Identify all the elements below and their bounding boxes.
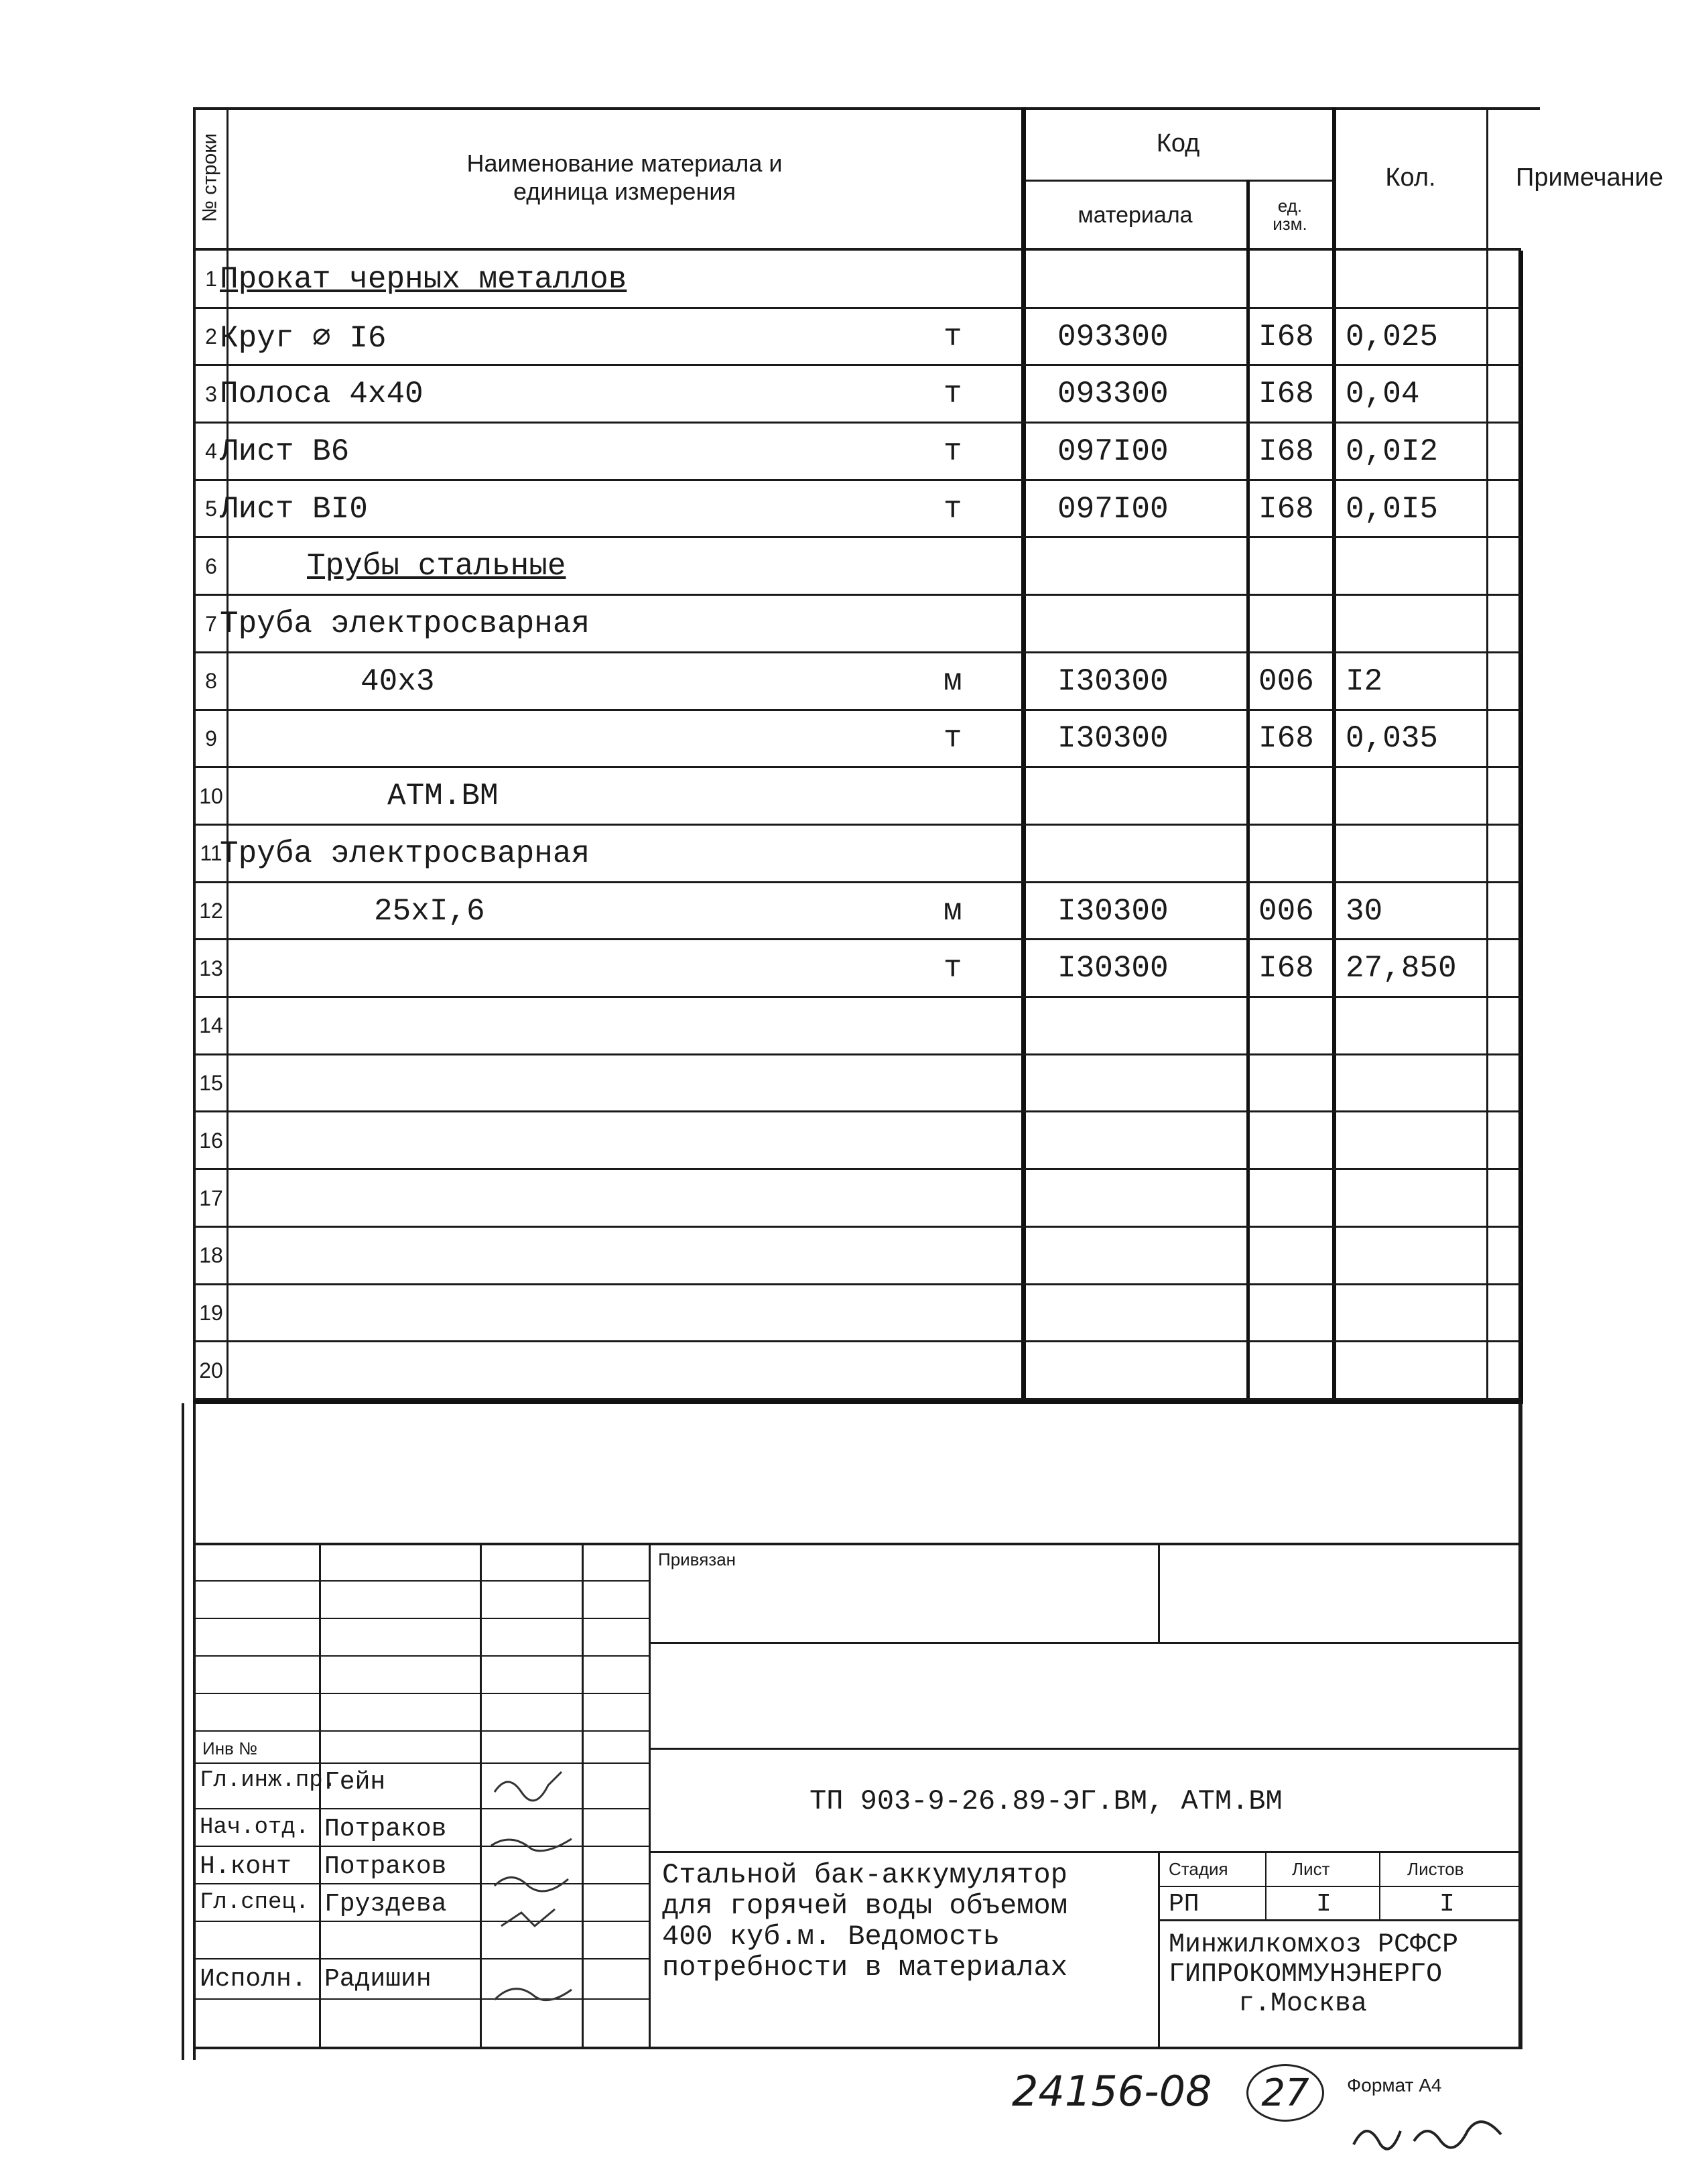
quantity: 0,04	[1346, 377, 1420, 412]
material-name	[220, 1227, 890, 1285]
material-name: Лист В6	[220, 434, 350, 469]
unit-code: I68	[1258, 377, 1314, 412]
stage-header-line	[1158, 1886, 1520, 1887]
table-row	[193, 1112, 1521, 1170]
stamp-row-line	[193, 1655, 649, 1657]
quantity	[1346, 997, 1486, 1055]
title-block	[193, 1403, 1523, 2060]
table-row	[193, 1227, 1521, 1285]
n-kont-label: Н.конт	[200, 1852, 291, 1881]
unit: м	[944, 893, 962, 929]
table-row	[193, 710, 1521, 768]
unit: т	[944, 721, 962, 757]
nach-otd-name: Потраков	[324, 1815, 447, 1844]
material-code	[1057, 825, 1245, 883]
table-row	[193, 480, 1521, 538]
sheets-label: Листов	[1407, 1859, 1464, 1879]
quantity	[1346, 595, 1486, 653]
table-row	[193, 767, 1521, 825]
table-row	[193, 365, 1521, 423]
row-number: 10	[199, 783, 223, 808]
unit: т	[944, 951, 962, 986]
material-name	[220, 940, 890, 997]
gl-spec-label: Гл.спец.	[200, 1890, 310, 1915]
document-code: ТП 903-9-26.89-ЭГ.ВМ, АТМ.ВМ	[809, 1785, 1283, 1817]
sheet-label: Лист	[1292, 1859, 1330, 1879]
title-line-4: потребности в материалах	[662, 1951, 1067, 1984]
unit	[944, 1285, 1011, 1342]
unit	[944, 997, 1011, 1055]
quantity: 0,035	[1346, 721, 1439, 757]
material-name	[220, 1055, 890, 1112]
signature-marks	[488, 1752, 582, 2006]
material-code: I30300	[1057, 893, 1169, 929]
title-org-divider	[1158, 1851, 1160, 2047]
material-name: Полоса 4х40	[220, 377, 424, 412]
row-number: 4	[205, 439, 217, 464]
material-code	[1057, 1342, 1245, 1399]
unit-code	[1258, 1169, 1332, 1227]
unit	[944, 1227, 1011, 1285]
ispoln-name: Радишин	[324, 1965, 432, 1994]
unit-code: I68	[1258, 951, 1314, 986]
quantity: 0,0I2	[1346, 434, 1439, 469]
table-row	[193, 1169, 1521, 1227]
material-code: 097I00	[1057, 491, 1169, 527]
unit-code: 006	[1258, 893, 1314, 929]
table-top-line	[193, 107, 1540, 110]
page-number: 27	[1261, 2071, 1309, 2115]
row-number: 3	[205, 381, 217, 406]
header-note: Примечание	[1516, 163, 1663, 192]
privyazan-label: Привязан	[658, 1549, 736, 1569]
header-name-line1: Наименование материала и	[466, 149, 783, 177]
row-number: 17	[199, 1185, 223, 1210]
gl-inzh-label: Гл.инж.пр.	[200, 1768, 337, 1793]
row-line	[193, 1398, 1521, 1400]
material-code: 097I00	[1057, 434, 1169, 469]
privyazan-divider	[1158, 1543, 1160, 1642]
unit-code	[1258, 1285, 1332, 1342]
quantity	[1346, 1342, 1486, 1399]
material-name: Круг ∅ I6	[220, 321, 387, 357]
material-code	[1057, 1227, 1245, 1285]
material-code	[1057, 1285, 1245, 1342]
unit-code	[1258, 1055, 1332, 1112]
row-number: 20	[199, 1358, 223, 1383]
row-number: 9	[205, 726, 217, 751]
header-row-no: № строки	[198, 133, 221, 222]
table-row	[193, 1285, 1521, 1342]
material-name: АТМ.ВМ	[387, 779, 499, 814]
doc-code-bottom-line	[649, 1851, 1520, 1853]
header-code: Код	[1156, 129, 1200, 157]
ispoln-label: Исполн.	[200, 1965, 307, 1994]
unit	[944, 595, 1011, 653]
row-number: 8	[205, 669, 217, 694]
material-code	[1057, 997, 1245, 1055]
row-number: 2	[205, 324, 217, 349]
table-row	[193, 883, 1521, 940]
quantity	[1346, 825, 1486, 883]
material-code: I30300	[1057, 663, 1169, 699]
unit-code	[1258, 1342, 1332, 1399]
unit	[944, 825, 1011, 883]
material-name	[220, 997, 890, 1055]
row-number: 1	[205, 267, 217, 292]
quantity	[1346, 1285, 1486, 1342]
gl-inzh-name: Гейн	[324, 1768, 386, 1797]
table-row	[193, 538, 1521, 596]
material-code	[1057, 251, 1245, 308]
row-number: 14	[199, 1013, 223, 1038]
unit-code	[1258, 1112, 1332, 1170]
material-code: 093300	[1057, 377, 1169, 412]
header-code-unit: ед. изм.	[1273, 195, 1307, 234]
row-number: 15	[199, 1071, 223, 1096]
unit: т	[944, 434, 962, 469]
row-number: 7	[205, 611, 217, 636]
material-name	[220, 1169, 890, 1227]
table-row	[193, 940, 1521, 997]
binding-margin-line	[182, 1403, 184, 2060]
material-name: Труба электросварная	[220, 606, 590, 642]
unit	[944, 767, 1011, 825]
unit	[944, 1112, 1011, 1170]
material-name: Лист BI0	[220, 491, 368, 527]
stamp-row-line	[193, 1618, 649, 1619]
unit-code	[1258, 825, 1332, 883]
header-name	[229, 107, 1020, 248]
title-line-1: Стальной бак-аккумулятор	[662, 1859, 1067, 1891]
unit: м	[944, 663, 962, 699]
unit	[944, 1055, 1011, 1112]
sheets-value: I	[1439, 1890, 1455, 1919]
stamp-row-line	[193, 1580, 649, 1582]
table-row	[193, 1055, 1521, 1112]
gl-spec-name: Груздева	[324, 1890, 447, 1919]
material-name: Трубы стальные	[307, 549, 566, 584]
material-code	[1057, 538, 1245, 596]
quantity	[1346, 1112, 1486, 1170]
materials-table	[193, 107, 1663, 1403]
stage-col-divider	[1265, 1851, 1266, 1919]
org-line-1: Минжилкомхоз РСФСР	[1169, 1930, 1459, 1960]
material-code	[1057, 1055, 1245, 1112]
unit-code: 006	[1258, 663, 1314, 699]
unit	[944, 538, 1011, 596]
nach-otd-label: Нач.отд.	[200, 1815, 310, 1840]
inv-no-label: Инв №	[202, 1738, 257, 1758]
quantity: 0,025	[1346, 319, 1439, 355]
unit-code	[1258, 595, 1332, 653]
footer-signature	[1347, 2104, 1535, 2165]
material-name	[220, 1342, 890, 1399]
row-number: 18	[199, 1243, 223, 1268]
table-row	[193, 308, 1521, 366]
quantity: 0,0I5	[1346, 491, 1439, 527]
unit	[944, 1342, 1011, 1399]
row-number: 12	[199, 899, 223, 923]
unit	[944, 251, 1011, 308]
sheet-value: I	[1316, 1890, 1331, 1919]
stage-label: Стадия	[1169, 1859, 1228, 1879]
stamp-row-line	[193, 1693, 649, 1694]
title-line-3: 400 куб.м. Ведомость	[662, 1921, 1000, 1953]
quantity: 27,850	[1346, 951, 1457, 986]
unit-code	[1258, 538, 1332, 596]
stage-values-line	[1158, 1919, 1520, 1921]
material-name	[220, 710, 890, 768]
material-name: Труба электросварная	[220, 836, 590, 871]
header-name-line2: единица измерения	[513, 178, 736, 205]
n-kont-name: Потраков	[324, 1852, 447, 1881]
material-name: Прокат черных металлов	[220, 261, 627, 297]
stamp-col-4	[649, 1543, 651, 2047]
unit-code	[1258, 767, 1332, 825]
material-code	[1057, 767, 1245, 825]
quantity	[1346, 1227, 1486, 1285]
code-divider-line	[1024, 180, 1336, 182]
row-number: 16	[199, 1128, 223, 1153]
quantity	[1346, 767, 1486, 825]
title-line-2: для горячей воды объемом	[662, 1890, 1067, 1922]
row-number: 13	[199, 956, 223, 980]
stage-value: РП	[1169, 1890, 1199, 1919]
privyazan-bottom-line	[649, 1642, 1520, 1644]
unit: т	[944, 319, 962, 355]
row-number: 5	[205, 497, 217, 521]
quantity: I2	[1346, 663, 1383, 699]
stamp-top-line	[193, 1543, 1522, 1545]
quantity: 30	[1346, 893, 1383, 929]
row-number: 11	[200, 841, 222, 866]
inventory-number: 24156-08	[1012, 2067, 1212, 2116]
unit-code: I68	[1258, 319, 1314, 355]
stamp-right-border	[1518, 1403, 1522, 2047]
header-qty: Кол.	[1385, 163, 1436, 192]
quantity	[1346, 1169, 1486, 1227]
unit-code: I68	[1258, 721, 1314, 757]
material-name	[220, 1112, 890, 1170]
quantity	[1346, 1055, 1486, 1112]
org-line-3: г.Москва	[1238, 1989, 1368, 2019]
page-number-circle	[1246, 2064, 1324, 2122]
format-label: Формат А4	[1347, 2075, 1442, 2096]
row-number: 19	[199, 1300, 223, 1325]
table-row	[193, 423, 1521, 480]
stamp-bottom-line	[193, 2047, 1522, 2049]
material-name	[220, 1285, 890, 1342]
quantity	[1346, 251, 1486, 308]
quantity	[1346, 538, 1486, 596]
table-row	[193, 653, 1521, 710]
material-name: 40х3	[361, 663, 435, 699]
material-code	[1057, 595, 1245, 653]
table-row	[193, 595, 1521, 653]
doc-code-top-line	[649, 1748, 1520, 1750]
unit: т	[944, 491, 962, 527]
stamp-row-line	[193, 1730, 649, 1732]
unit-code: I68	[1258, 491, 1314, 527]
unit-code	[1258, 1227, 1332, 1285]
material-code: I30300	[1057, 721, 1169, 757]
material-code	[1057, 1169, 1245, 1227]
unit-code	[1258, 251, 1332, 308]
stamp-left-border	[193, 1403, 196, 2060]
unit-code	[1258, 997, 1332, 1055]
unit: т	[944, 377, 962, 412]
table-row	[193, 825, 1521, 883]
material-name: 25хI,6	[374, 893, 485, 929]
unit	[944, 1169, 1011, 1227]
org-line-2: ГИПРОКОММУНЭНЕРГО	[1169, 1960, 1443, 1990]
material-code: 093300	[1057, 319, 1169, 355]
sheet-col-divider	[1379, 1851, 1380, 1919]
table-row	[193, 1342, 1521, 1399]
row-number: 6	[205, 554, 217, 578]
table-row	[193, 997, 1521, 1055]
table-row	[193, 251, 1521, 308]
material-code: I30300	[1057, 951, 1169, 986]
table-body	[193, 251, 1521, 1399]
material-code	[1057, 1112, 1245, 1170]
unit-code: I68	[1258, 434, 1314, 469]
header-code-material: материала	[1078, 202, 1193, 228]
